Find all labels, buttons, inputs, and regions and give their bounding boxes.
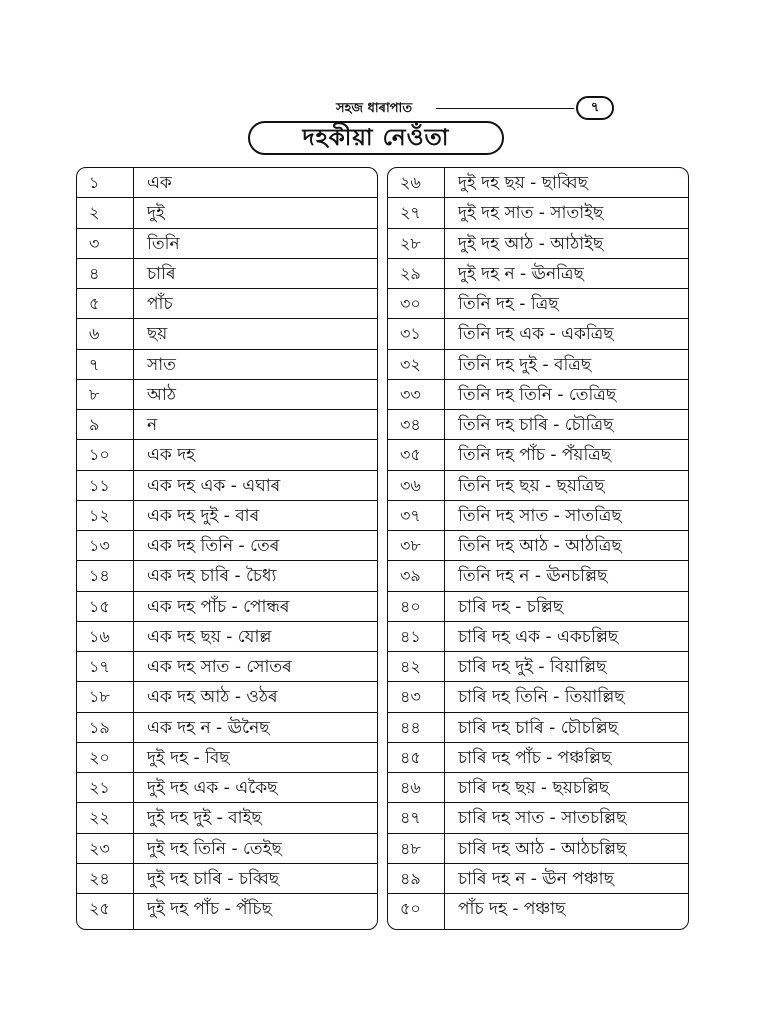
row-word: এক [147, 173, 172, 193]
row-word: দুই দহ দুই - বাইছ [147, 808, 262, 829]
row-word: এক দহ তিনি - তেৰ [147, 536, 280, 556]
page-header [336, 96, 616, 120]
row-number: ১৯ [89, 717, 110, 737]
row-number: ৪ [89, 263, 100, 283]
row-word: তিনি [147, 233, 180, 254]
row-number: ৩৬ [400, 475, 421, 495]
row-word: এক দহ ন - ঊনৈছ [147, 717, 270, 738]
row-number: ৩৫ [400, 445, 421, 465]
table-row [388, 168, 688, 198]
row-word: তিনি দহ ছয় - ছয়ত্ৰিছ [458, 475, 605, 496]
table-row [77, 592, 377, 622]
row-word: চাৰি দহ এক - একচল্লিছ [458, 626, 619, 647]
table-row [388, 743, 688, 773]
table-row [388, 410, 688, 440]
row-word: এক দহ ছয় - যোল্ল [147, 626, 272, 647]
row-number: ৪০ [400, 596, 421, 616]
table-row [77, 319, 377, 349]
row-word: তিনি দহ আঠ - আঠত্ৰিছ [458, 536, 622, 556]
row-word: এক দহ পাঁচ - পোন্ধৰ [147, 596, 290, 617]
row-word: দুই দহ এক - একৈছ [147, 778, 278, 798]
row-number: ৩৯ [400, 566, 421, 586]
row-word: দুই দহ পাঁচ - পঁচিছ [147, 899, 272, 919]
table-row [388, 380, 688, 410]
table-row [388, 471, 688, 501]
table-row [388, 259, 688, 289]
row-number: ২৪ [89, 868, 110, 888]
row-number: ৬ [89, 324, 100, 344]
row-word: চাৰি দহ আঠ - আঠচল্লিছ [458, 838, 627, 859]
row-word: সাত [147, 354, 176, 375]
table-row [77, 440, 377, 470]
row-number: ১৩ [89, 536, 110, 555]
row-number: ১৬ [89, 626, 110, 646]
row-number: ১০ [89, 445, 110, 465]
row-word: ছয় [147, 324, 168, 345]
row-number: ২৭ [400, 203, 421, 223]
row-word: তিনি দহ ন - ঊনচল্লিছ [458, 566, 608, 587]
table-row [388, 803, 688, 833]
table-row [77, 380, 377, 410]
table-row [77, 168, 377, 198]
row-number: ৩৩ [400, 384, 421, 404]
row-number: ৪৩ [400, 687, 421, 707]
row-word: এক দহ এক - এঘাৰ [147, 475, 281, 496]
row-word: পাঁচ দহ - পঞ্চাছ [458, 899, 566, 919]
row-number: ৫ [89, 294, 100, 313]
row-number: ২৩ [89, 838, 110, 858]
row-word: দুই দহ তিনি - তেইছ [147, 838, 282, 859]
table-row [388, 440, 688, 470]
table-row [77, 743, 377, 773]
table-row [77, 894, 377, 924]
row-number: ১৪ [89, 566, 110, 586]
row-word: চাৰি [147, 263, 176, 284]
table-row [388, 198, 688, 228]
row-number: ২ [89, 203, 100, 223]
row-word: পাঁচ [147, 294, 173, 314]
row-number: ৩২ [400, 354, 421, 374]
table-row [388, 652, 688, 682]
table-row [77, 501, 377, 531]
table-row [388, 229, 688, 259]
row-number: ৪৪ [400, 717, 421, 737]
row-word: চাৰি দহ সাত - সাতচল্লিছ [458, 808, 627, 829]
table-row [77, 471, 377, 501]
row-word: তিনি দহ - ত্ৰিছ [458, 294, 559, 314]
row-word: ন [147, 415, 158, 435]
row-word: দুই দহ সাত - সাতাইছ [458, 203, 604, 224]
numbers-table-left [76, 167, 378, 930]
table-row [388, 894, 688, 924]
table-row [77, 561, 377, 591]
row-number: ৩০ [400, 294, 421, 313]
numbers-table-right [387, 167, 689, 930]
row-number: ২৫ [89, 899, 110, 918]
row-number: ১৮ [89, 687, 110, 707]
row-number: ১৫ [89, 596, 110, 616]
table-row [388, 834, 688, 864]
row-number: ৪২ [400, 657, 421, 676]
table-row [388, 501, 688, 531]
row-word: তিনি দহ এক - একত্ৰিছ [458, 324, 614, 345]
row-word: এক দহ চাৰি - চৈধ্য [147, 566, 277, 587]
table-row [77, 198, 377, 228]
book-title: সহজ ধাৰাপাত [336, 101, 413, 116]
row-number: ৪১ [400, 626, 421, 646]
row-word: চাৰি দহ চাৰি - চৌচল্লিছ [458, 717, 619, 738]
row-word: তিনি দহ পাঁচ - পঁয়ত্ৰিছ [458, 445, 612, 466]
row-number: ৩৭ [400, 505, 421, 525]
table-row [388, 592, 688, 622]
row-word: দুই দহ চাৰি - চব্বিছ [147, 868, 280, 889]
table-row [77, 864, 377, 894]
row-number: ৩৪ [400, 415, 421, 434]
row-number: ২২ [89, 808, 110, 828]
table-row [77, 350, 377, 380]
row-number: ২১ [89, 778, 110, 797]
table-row [388, 319, 688, 349]
table-row [388, 350, 688, 380]
row-number: ৫০ [400, 899, 421, 918]
table-row [388, 289, 688, 319]
row-word: তিনি দহ চাৰি - চৌত্ৰিছ [458, 415, 614, 435]
row-number: ২৯ [400, 263, 421, 283]
table-row [77, 289, 377, 319]
row-word: তিনি দহ তিনি - তেত্ৰিছ [458, 384, 617, 405]
row-number: ৪৮ [400, 838, 421, 858]
row-number: ৮ [89, 384, 100, 404]
row-number: ২০ [89, 747, 110, 767]
table-row [77, 622, 377, 652]
row-word: আঠ [147, 384, 176, 405]
row-word: চাৰি দহ দুই - বিয়াল্লিছ [458, 657, 607, 677]
row-word: তিনি দহ দুই - বত্ৰিছ [458, 354, 592, 375]
row-number: ৪৯ [400, 868, 421, 888]
row-number: ১৭ [89, 657, 110, 676]
row-number: ৩ [89, 233, 100, 253]
table-row [388, 773, 688, 803]
row-number: ৪৬ [400, 778, 421, 797]
row-number: ১১ [89, 475, 110, 495]
table-row [77, 259, 377, 289]
table-row [388, 622, 688, 652]
row-word: চাৰি দহ তিনি - তিয়াল্লিছ [458, 687, 625, 708]
table-row [388, 561, 688, 591]
row-number: ১২ [89, 505, 110, 525]
row-number: ৪৭ [400, 808, 421, 828]
row-word: এক দহ দুই - বাৰ [147, 505, 260, 526]
table-row [77, 834, 377, 864]
page-title: দহকীয়া নেওঁতা [248, 121, 504, 155]
table-row [77, 773, 377, 803]
row-word: এক দহ সাত - সোতৰ [147, 657, 292, 677]
row-word: দুই দহ ছয় - ছাব্বিছ [458, 173, 588, 193]
table-row [77, 229, 377, 259]
table-row [388, 531, 688, 561]
table-row [388, 713, 688, 743]
row-word: এক দহ আঠ - ওঠৰ [147, 687, 278, 708]
table-row [77, 652, 377, 682]
row-number: ৩৮ [400, 536, 421, 555]
row-number: ২৮ [400, 233, 421, 253]
row-word: চাৰি দহ ন - ঊন পঞ্চাছ [458, 868, 614, 889]
table-row [388, 864, 688, 894]
row-word: চাৰি দহ পাঁচ - পঞ্চল্লিছ [458, 747, 612, 768]
table-row [77, 803, 377, 833]
row-word: এক দহ [147, 445, 196, 466]
row-word: চাৰি দহ - চল্লিছ [458, 596, 564, 617]
row-number: ৪৫ [400, 747, 421, 767]
header-rule [436, 108, 574, 109]
row-number: ২৬ [400, 173, 421, 192]
page-number: ৭ [576, 96, 614, 120]
row-word: দুই [147, 203, 165, 224]
row-word: তিনি দহ সাত - সাতত্ৰিছ [458, 505, 622, 526]
table-row [77, 410, 377, 440]
row-number: ৯ [89, 415, 100, 434]
row-number: ১ [89, 173, 100, 192]
table-row [77, 531, 377, 561]
row-number: ৩১ [400, 324, 421, 344]
table-row [77, 682, 377, 712]
row-word: চাৰি দহ ছয় - ছয়চল্লিছ [458, 778, 610, 798]
row-word: দুই দহ আঠ - আঠাইছ [458, 233, 604, 254]
table-row [388, 682, 688, 712]
table-row [77, 713, 377, 743]
row-number: ৭ [89, 354, 100, 374]
row-word: দুই দহ - বিছ [147, 747, 230, 768]
row-word: দুই দহ ন - ঊনত্ৰিছ [458, 263, 584, 284]
